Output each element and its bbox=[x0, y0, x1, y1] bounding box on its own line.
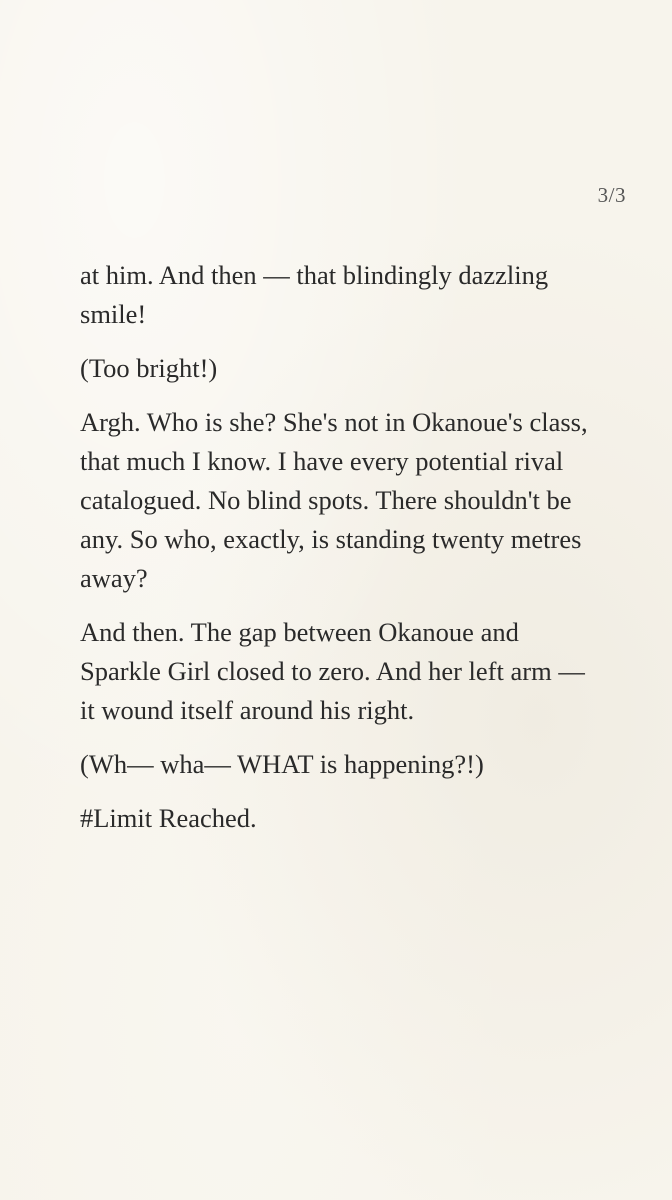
story-paragraph: #Limit Reached. bbox=[80, 803, 257, 833]
story-paragraph: (Too bright!) bbox=[80, 353, 218, 383]
story-paragraph: (Wh— wha— WHAT is happening?!) bbox=[80, 749, 484, 779]
page-counter: 3/3 bbox=[597, 183, 626, 207]
story-paragraph: And then. The gap between Okanoue and Sparkle Girl closed to zero. And her left arm — it wound itself around his right. bbox=[80, 617, 585, 725]
story-text bbox=[80, 256, 600, 853]
story-paragraph: Argh. Who is she? She's not in Okanoue's class, that much I know. I have every potential rival catalogued. No blind spots. There shouldn't be any. So who, exactly, is standing twenty metres away? bbox=[80, 407, 588, 593]
story-paragraph: at him. And then — that blindingly dazzling smile! bbox=[80, 260, 549, 329]
